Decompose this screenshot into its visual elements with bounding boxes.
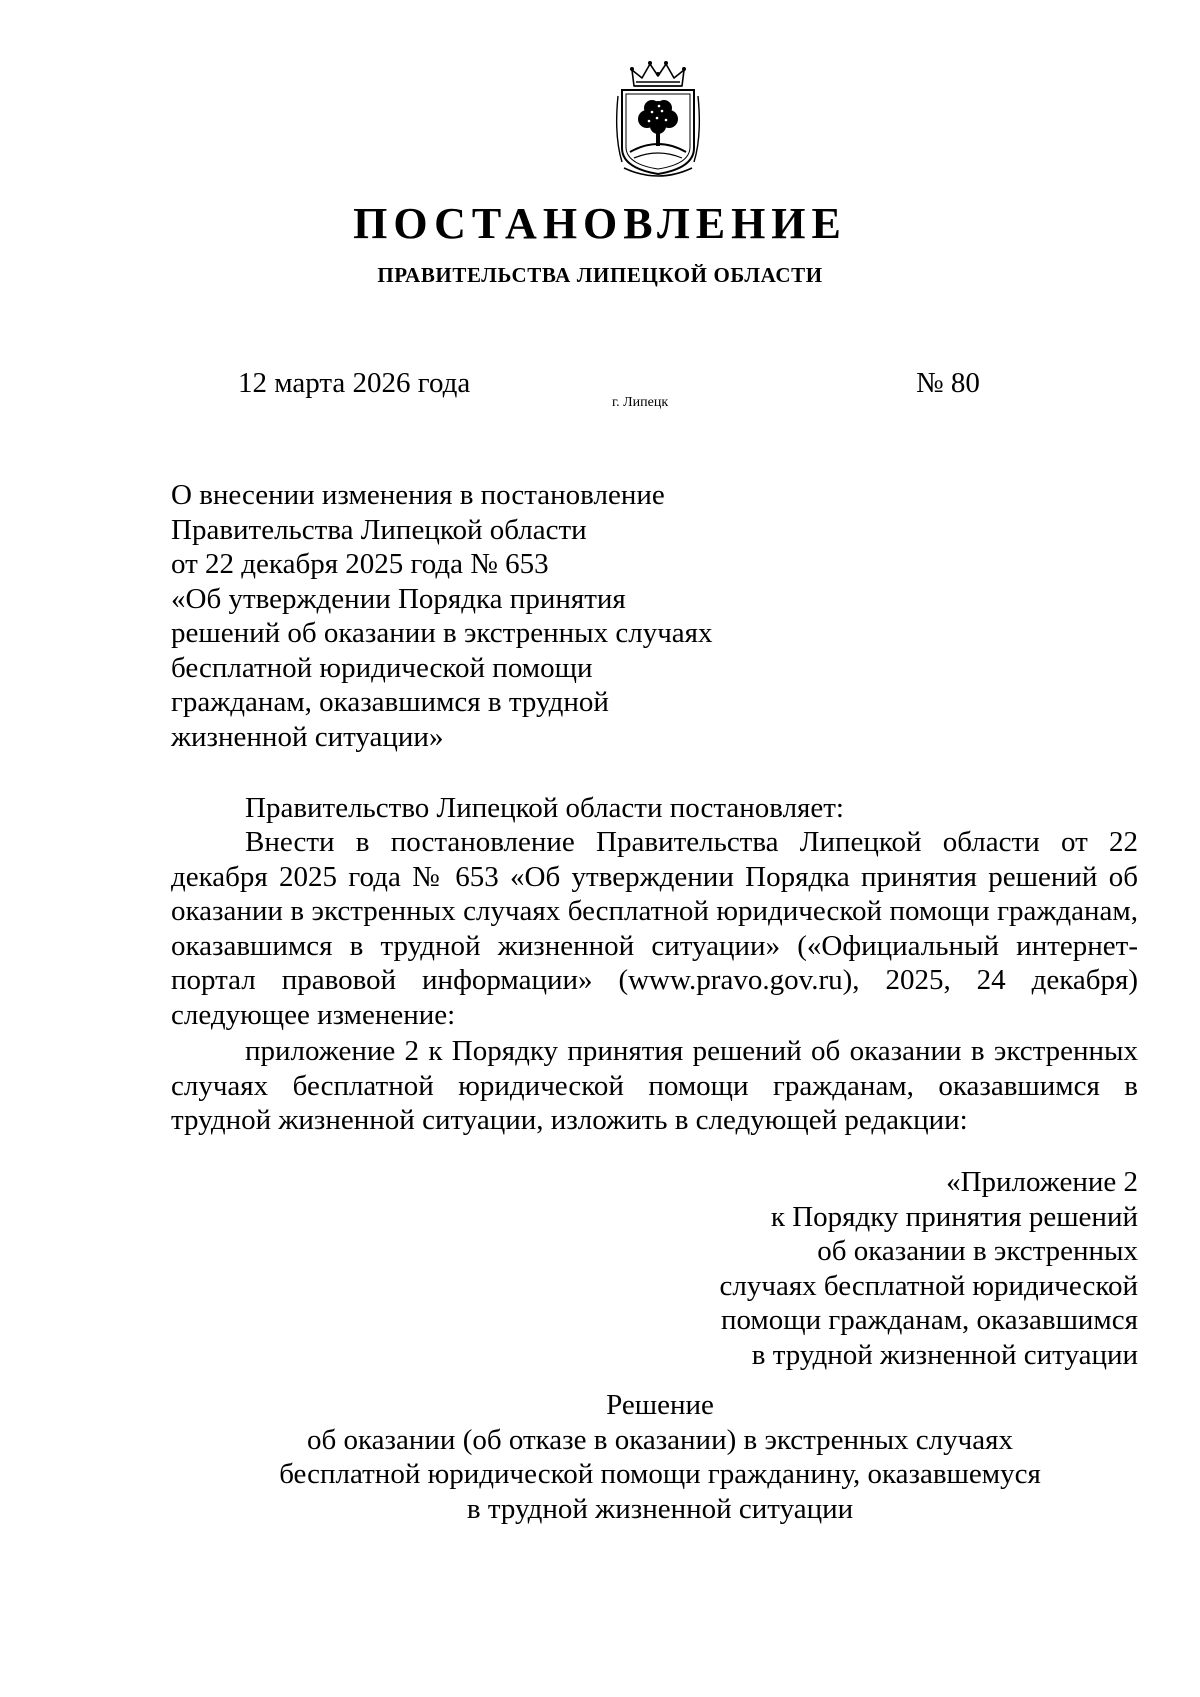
subject-line: О внесении изменения в постановление	[171, 479, 665, 511]
document-number: № 80	[916, 367, 980, 399]
decree-statement-block	[171, 791, 1138, 826]
decree-statement: Правительство Липецкой области постановляет:	[245, 792, 844, 824]
document-type-title: ПОСТАНОВЛЕНИЕ	[353, 199, 847, 248]
document-date: 12 марта 2026 года	[238, 367, 471, 399]
document-subject	[171, 478, 731, 754]
appendix-line: «Приложение 2	[946, 1166, 1138, 1198]
decision-heading	[160, 1388, 1160, 1526]
main-paragraph: Внести в постановление Правительства Липецкой области от 22 декабря 2025 года № 653 «Об утверждении Порядка принятия решений об оказании в экстренных случаях бесплатной юридической помощи гражданам, оказавшимся в трудной жизненной ситуации» («Официальный интернет-портал правовой информации» (www.pravo.gov.ru), 2025, 24 декабря) следующее изменение:	[171, 826, 1138, 1031]
appendix-line: случаях бесплатной юридической	[719, 1269, 1138, 1302]
document-city: г. Липецк	[612, 395, 669, 410]
appendix-line: помощи гражданам, оказавшимся	[720, 1304, 1138, 1336]
decision-line: в трудной жизненной ситуации	[466, 1492, 854, 1525]
subject-line: решений об оказании в экстренных случаях	[171, 617, 713, 649]
subject-line: Правительства Липецкой области	[171, 513, 587, 546]
appendix-line: в трудной жизненной ситуации	[751, 1338, 1138, 1371]
amendment-paragraph-block	[171, 1034, 1138, 1138]
appendix-heading	[638, 1165, 1138, 1372]
decision-title: Решение	[606, 1389, 714, 1421]
main-paragraph-block	[171, 825, 1138, 1032]
appendix-line: об оказании в экстренных	[817, 1235, 1138, 1267]
appendix-line: к Порядку принятия решений	[770, 1200, 1138, 1233]
subject-line: жизненной ситуации»	[171, 720, 444, 753]
amendment-paragraph: приложение 2 к Порядку принятия решений об оказании в экстренных случаях бесплатной юридической помощи гражданам, оказавшимся в трудной жизненной ситуации, изложить в следующей редакции:	[171, 1035, 1138, 1136]
issuer-name: ПРАВИТЕЛЬСТВА ЛИПЕЦКОЙ ОБЛАСТИ	[377, 263, 823, 287]
subject-line: гражданам, оказавшимся в трудной	[171, 686, 609, 718]
decision-line: бесплатной юридической помощи гражданину, оказавшемуся	[279, 1458, 1041, 1490]
subject-line: «Об утверждении Порядка принятия	[171, 582, 626, 615]
subject-line: бесплатной юридической помощи	[171, 651, 593, 684]
subject-line: от 22 декабря 2025 года № 653	[171, 548, 549, 580]
lipetsk-coat-of-arms-icon	[612, 56, 704, 182]
decision-line: об оказании (об отказе в оказании) в экстренных случаях	[307, 1423, 1013, 1456]
